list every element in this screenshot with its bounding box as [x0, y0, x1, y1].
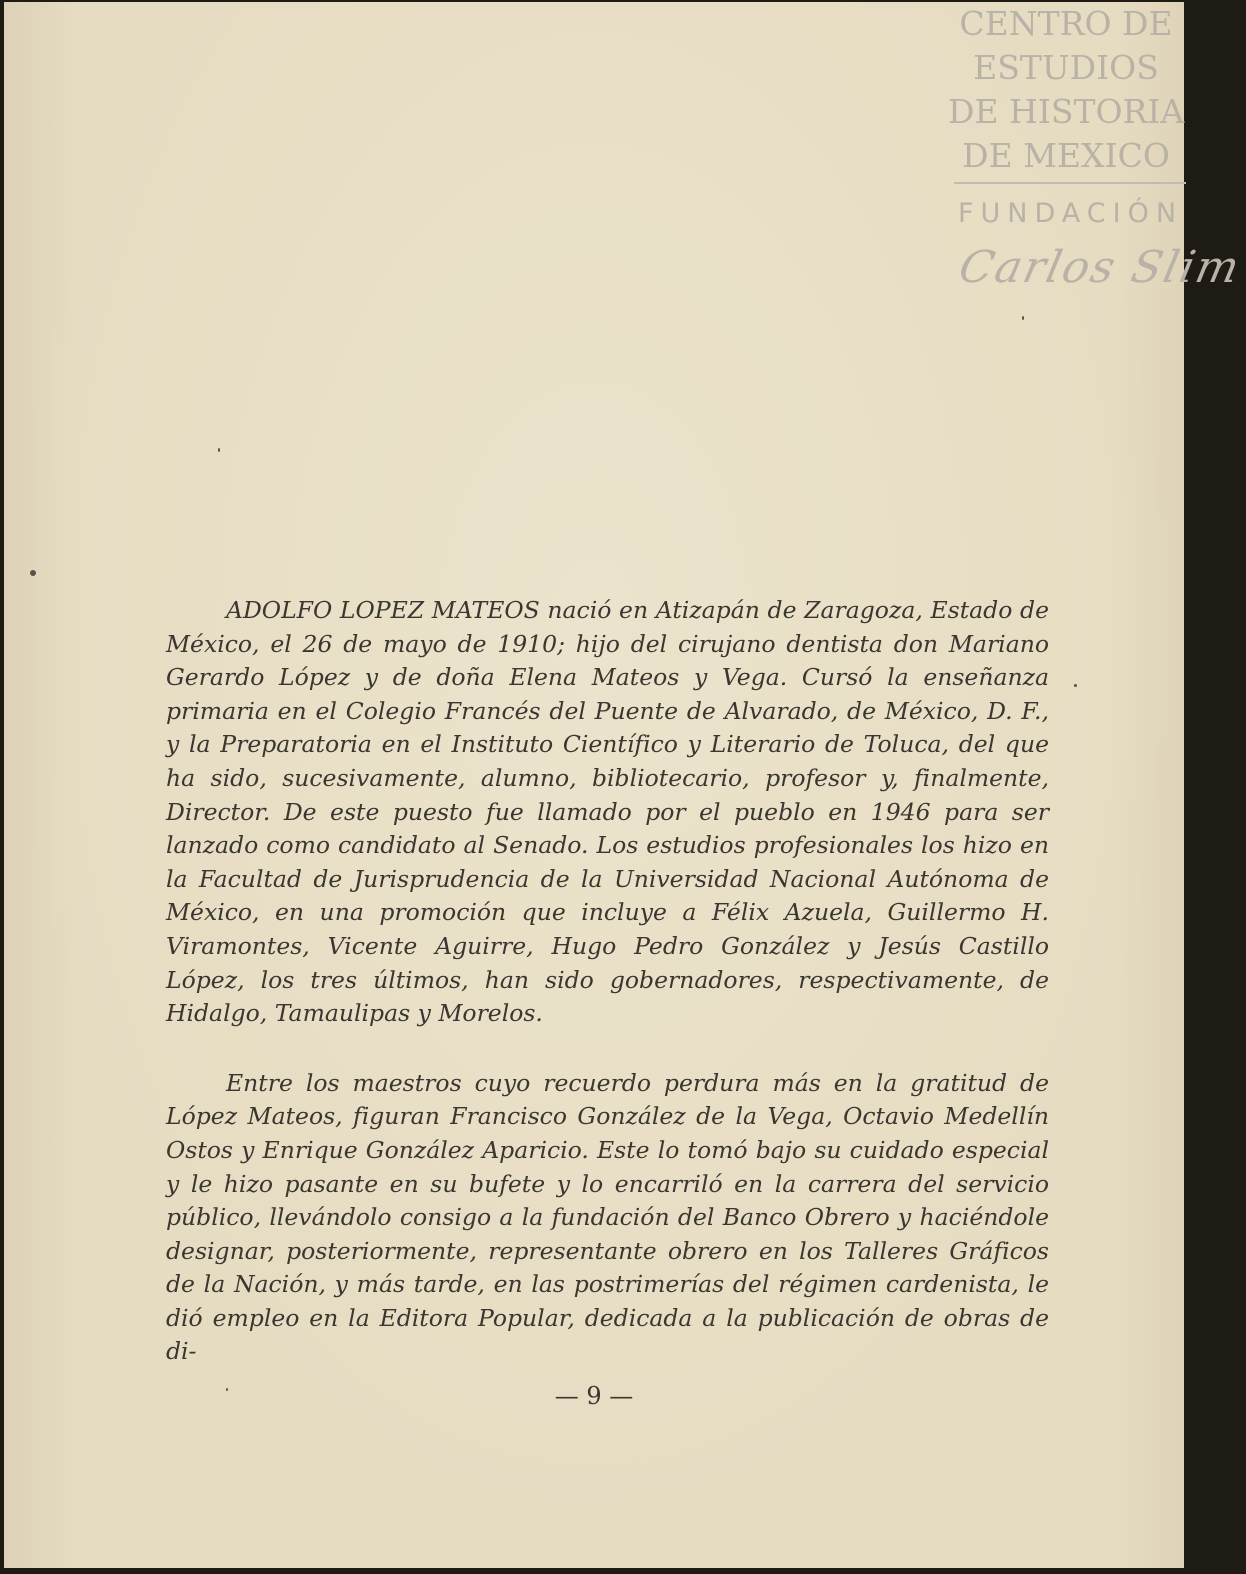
paper-speck: [218, 448, 220, 452]
paper-speck: [1074, 684, 1077, 687]
watermark-line-4: DE MEXICO: [962, 136, 1170, 175]
document-page: [4, 2, 1246, 1568]
watermark-signature: Carlos Slim: [954, 242, 1246, 293]
archive-watermark: [948, 2, 1246, 302]
paragraph-biography: ADOLFO LOPEZ MATEOS nació en Atizapán de Zaragoza, Estado de México, el 26 de mayo de 1910; hijo del cirujano dentista don Mariano Gerardo López y de doña Elena Mateos y Vega. Cursó la enseñanza primaria en el Colegio Francés del Puente de Alvarado, de México, D. F., y la Preparatoria en el Instituto Científico y Literario de Toluca, del que ha sido, sucesivamente, alumno, bibliotecario, profesor y, finalmente, Director. De este puesto fue llamado por el pueblo en 1946 para ser lanzado como candidato al Senado. Los estudios profesionales los hizo en la Facultad de Jurisprudencia de la Universidad Nacional Autónoma de México, en una promoción que incluye a Félix Azuela, Guillermo H. Viramontes, Vicente Aguirre, Hugo Pedro González y Jesús Castillo López, los tres últimos, han sido gobernadores, respectivamente, de Hidalgo, Tamaulipas y Morelos.: [166, 596, 1049, 1028]
watermark-line-3: DE HISTORIA: [948, 92, 1185, 131]
watermark-foundation: FUNDACIÓN: [958, 198, 1184, 229]
watermark-line-2: ESTUDIOS: [973, 48, 1159, 87]
watermark-line-1: CENTRO DE: [959, 4, 1173, 43]
page-number: — 9 —: [554, 1382, 634, 1410]
body-text: [166, 594, 1049, 1369]
paper-speck: [30, 570, 36, 576]
watermark-divider: [954, 182, 1186, 184]
paper-speck: [1022, 316, 1024, 320]
paper-speck: [226, 1388, 228, 1391]
paragraph-teachers: Entre los maestros cuyo recuerdo perdura más en la gratitud de López Mateos, figuran Francisco González de la Vega, Octavio Medellín Ostos y Enrique González Aparicio. Este lo tomó bajo su cuidado especial y le hizo pasante en su bufete y lo encarriló en la carrera del servicio público, llevándolo consigo a la fundación del Banco Obrero y haciéndole designar, posteriormente, representante obrero en los Talleres Gráficos de la Nación, y más tarde, en las postrimerías del régimen cardenista, le dió empleo en la Editora Popular, dedicada a la publicación de obras de di-: [166, 1068, 1049, 1366]
